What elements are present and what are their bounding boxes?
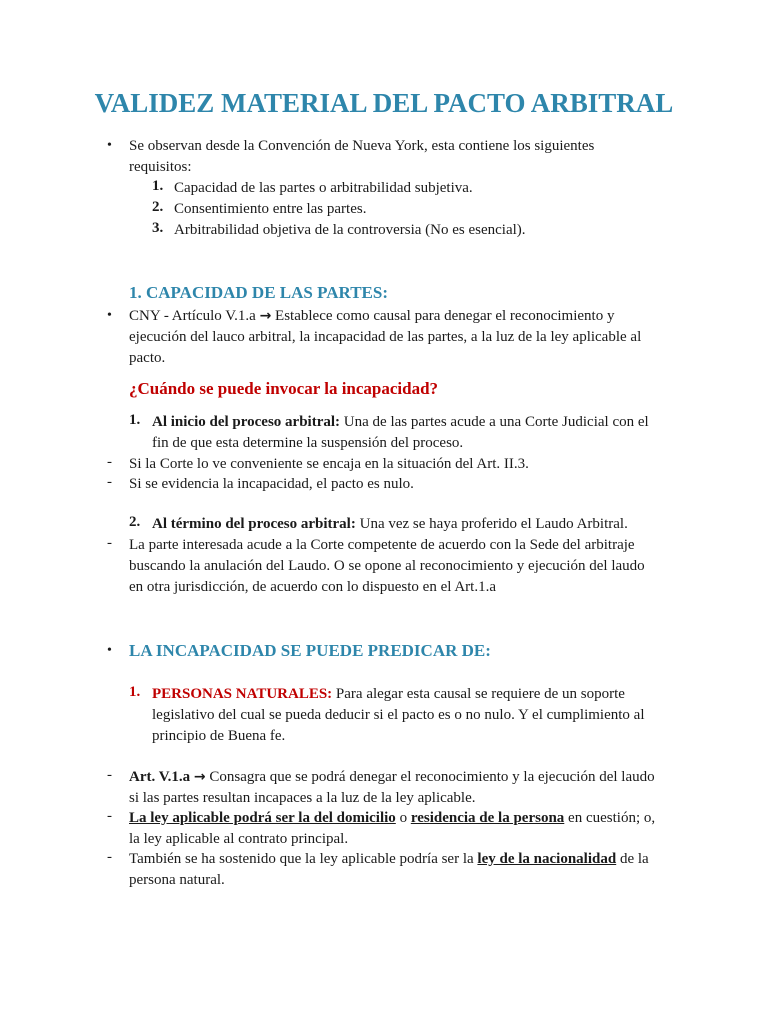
list-number: 1. — [129, 412, 141, 428]
bullet-marker: • — [107, 308, 112, 323]
intro-line-1: Se observan desde la Convención de Nueva York, esta contiene los siguientes — [129, 138, 595, 154]
list-item: Consentimiento entre las partes. — [174, 201, 367, 217]
list-number: 2. — [152, 199, 164, 215]
cny-text: Establece como causal para denegar el reconocimiento y — [275, 308, 615, 324]
section-heading-capacidad: 1. CAPACIDAD DE LAS PARTES: — [129, 283, 388, 302]
list-number: 1. — [152, 178, 164, 194]
cny-article-ref: CNY - Artículo V.1.a — [129, 308, 256, 324]
ley-domicilio: La ley aplicable podrá ser la del domicilio — [129, 810, 396, 826]
inicio-dash-2: Si se evidencia la incapacidad, el pacto es nulo. — [129, 476, 414, 492]
list-number: 1. — [129, 684, 141, 700]
ley-connector: o — [399, 810, 408, 826]
list-item: Arbitrabilidad objetiva de la controversia (No es esencial). — [174, 222, 526, 238]
personas-line-2: legislativo del cual se pueda deducir si el pacto es o no nulo. Y el cumplimiento al — [152, 707, 645, 723]
inicio-label: Al inicio del proceso arbitral: — [152, 414, 341, 430]
inicio-line-1 — [152, 412, 649, 433]
cny-line-1 — [129, 306, 614, 327]
art-line-1 — [129, 767, 655, 788]
intro-line-2: requisitos: — [129, 159, 192, 175]
list-number: 3. — [152, 220, 164, 236]
termino-label: Al término del proceso arbitral: — [152, 516, 356, 532]
dash-marker: - — [107, 808, 112, 824]
cny-line-2: ejecución del lauco arbitral, la incapacidad de las partes, a la luz de la ley aplicable al — [129, 329, 642, 345]
page-title: VALIDEZ MATERIAL DEL PACTO ARBITRAL — [94, 88, 674, 118]
ley-nacionalidad: ley de la nacionalidad — [477, 851, 617, 867]
tambien-line-2: persona natural. — [129, 872, 225, 888]
list-item: Capacidad de las partes o arbitrabilidad subjetiva. — [174, 180, 473, 196]
inicio-line-2: fin de que esta determine la suspensión del proceso. — [152, 435, 464, 451]
list-number: 2. — [129, 514, 141, 530]
arrow-right-icon: → — [259, 308, 272, 324]
dash-marker: - — [107, 474, 112, 490]
ley-residencia: residencia de la persona — [410, 810, 565, 826]
personas-text: Para alegar esta causal se requiere de un soporte — [335, 686, 625, 702]
ley-line-1 — [129, 808, 655, 829]
arrow-right-icon: → — [193, 769, 206, 785]
art-text: Consagra que se podrá denegar el reconocimiento y la ejecución del laudo — [209, 769, 655, 785]
ley-line-2: la ley aplicable al contrato principal. — [129, 831, 349, 847]
dash-marker: - — [107, 849, 112, 865]
termino-text: Una vez se haya proferido el Laudo Arbitral. — [359, 516, 628, 532]
tambien-text: También se ha sostenido que la ley aplicable podría ser la — [129, 851, 474, 867]
tambien-line-1 — [129, 849, 649, 870]
art-label: Art. V.1.a — [129, 769, 191, 785]
dash-marker: - — [107, 767, 112, 783]
bullet-marker: • — [107, 643, 112, 658]
dash-marker: - — [107, 454, 112, 470]
ley-text: en cuestión; o, — [568, 810, 656, 826]
termino-dash-line-1: La parte interesada acude a la Corte competente de acuerdo con la Sede del arbitraje — [129, 537, 635, 553]
cny-line-3: pacto. — [129, 350, 166, 366]
personas-line-1 — [152, 684, 625, 705]
termino-dash-line-2: buscando la anulación del Laudo. O se opone al reconocimiento y ejecución del laudo — [129, 558, 645, 574]
personas-naturales-label: PERSONAS NATURALES: — [152, 686, 333, 702]
question-heading: ¿Cuándo se puede invocar la incapacidad? — [129, 379, 439, 398]
personas-line-3: principio de Buena fe. — [152, 728, 286, 744]
section-heading-incapacidad: LA INCAPACIDAD SE PUEDE PREDICAR DE: — [129, 641, 491, 660]
tambien-tail: de la — [619, 851, 649, 867]
inicio-dash-1: Si la Corte lo ve conveniente se encaja en la situación del Art. II.3. — [129, 456, 529, 472]
inicio-text: Una de las partes acude a una Corte Judicial con el — [343, 414, 649, 430]
bullet-marker: • — [107, 138, 112, 153]
dash-marker: - — [107, 535, 112, 551]
termino-dash-line-3: en otra jurisdicción, de acuerdo con lo dispuesto en el Art.1.a — [129, 579, 496, 595]
art-line-2: si las partes resultan incapaces a la luz de la ley aplicable. — [129, 790, 476, 806]
termino-line-1 — [152, 514, 628, 535]
